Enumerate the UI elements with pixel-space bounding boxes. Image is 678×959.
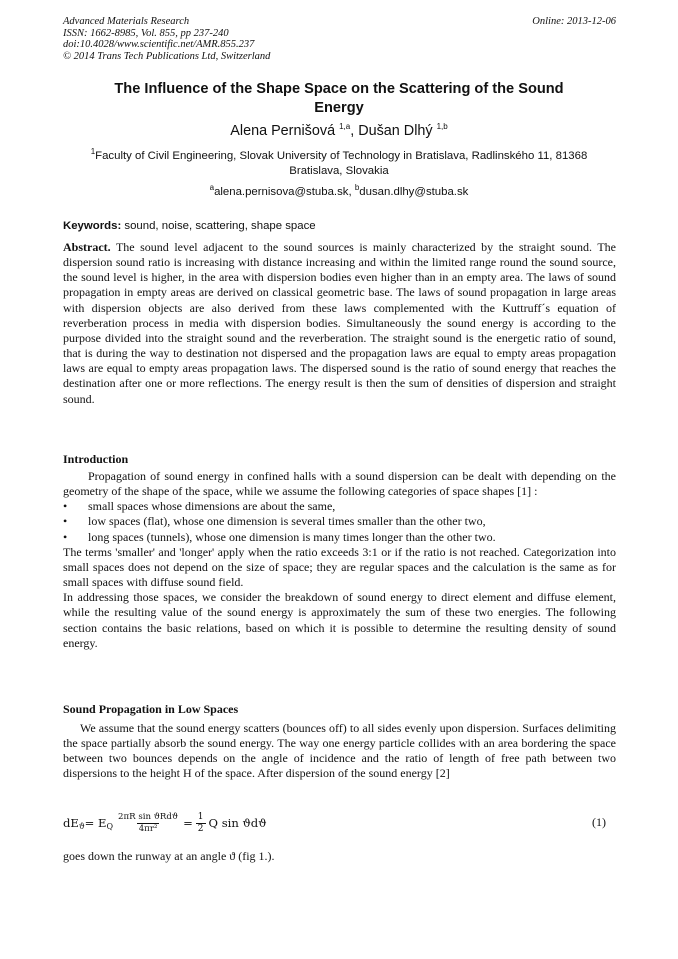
eq-equals-1: = E — [84, 816, 107, 830]
email-separator: , — [348, 186, 355, 198]
journal-copyright: © 2014 Trans Tech Publications Ltd, Switzerland — [63, 50, 271, 62]
title-line-1: The Influence of the Shape Space on the Scattering of the Sound — [114, 81, 564, 97]
space-shape-list — [63, 499, 616, 544]
abstract-label: Abstract. — [63, 240, 111, 254]
author-2: Dušan Dlhý — [358, 123, 433, 139]
author-emails — [60, 185, 618, 200]
author-list — [60, 122, 618, 140]
list-item: • low spaces (flat), whose one dimension is several times smaller than the other two, — [63, 514, 616, 529]
post-equation-text: goes down the runway at an angle ϑ (fig 1.). — [63, 849, 275, 863]
keywords — [63, 219, 616, 234]
eq-equals-2: = — [183, 816, 193, 830]
affiliation-sup: 1 — [90, 147, 96, 157]
author-1-sup: 1,a — [339, 122, 351, 132]
email-a[interactable]: alena.pernisova@stuba.sk — [214, 186, 349, 198]
eq-lhs-sub: ϑ — [78, 821, 85, 831]
eq-e-sub: Q — [106, 821, 114, 831]
affiliation-line-1: Faculty of Civil Engineering, Slovak University of Technology in Bratislava, Radlinského 11, 81368 — [95, 150, 588, 162]
journal-header — [63, 16, 616, 62]
email-b[interactable]: dusan.dlhy@stuba.sk — [359, 186, 469, 198]
intro-paragraph-2: The terms 'smaller' and 'longer' apply when the ratio exceeds 3:1 or if the ratio is not reached. Categorization into small spaces does not depend on the size of space; they are regular spaces and the calculation is the same as for small spaces with diffuse sound field. — [63, 544, 616, 590]
fraction-1-denominator: 4πr² — [138, 823, 158, 834]
affiliation-line-2: Bratislava, Slovakia — [289, 165, 389, 177]
section-heading-introduction: Introduction — [63, 452, 129, 466]
author-2-sup: 1,b — [436, 122, 448, 132]
low-spaces-body — [63, 721, 616, 782]
author-1: Alena Pernišová — [230, 123, 336, 139]
equation-number: (1) — [592, 815, 606, 829]
fraction-1-numerator: 2πR sin ϑRdϑ — [118, 811, 179, 822]
online-date: Online: 2013-12-06 — [532, 16, 616, 27]
title-line-2: Energy — [314, 100, 364, 116]
list-item: • small spaces whose dimensions are about the same, — [63, 499, 616, 514]
keywords-text: sound, noise, scattering, shape space — [121, 220, 316, 232]
low-spaces-paragraph-1: We assume that the sound energy scatters (bounces off) to all sides evenly upon dispersion. Surfaces delimiting the space partially absorb the sound energy. The way one energy particle collides with an area bordering the space between two bounces depends on the angle of incidence and the ratio of length of free path between two dispersions to the height H of the space. After dispersion of the sound energy [2] — [63, 721, 616, 781]
eq-fraction-1 — [116, 812, 180, 835]
paper-title — [60, 80, 618, 118]
journal-name: Advanced Materials Research — [63, 16, 190, 27]
introduction-body — [63, 469, 616, 651]
email-b-sup: b — [354, 183, 360, 193]
eq-tail: Q sin ϑdϑ — [208, 816, 267, 830]
fraction-2-denominator: 2 — [197, 823, 204, 834]
intro-paragraph-1: Propagation of sound energy in confined halls with a sound dispersion can be dealt with depending on the geometry of the shape of the space, while we assume the following categories of space shapes [1] : — [63, 469, 616, 499]
journal-doi: doi:10.4028/www.scientific.net/AMR.855.237 — [63, 39, 255, 51]
author-separator: , — [350, 123, 359, 139]
email-a-sup: a — [209, 183, 215, 193]
equation-body — [63, 806, 267, 840]
affiliation — [60, 149, 618, 179]
abstract — [63, 240, 616, 407]
journal-issn: ISSN: 1662-8985, Vol. 855, pp 237-240 — [63, 27, 229, 39]
list-item: • long spaces (tunnels), whose one dimension is many times longer than the other two. — [63, 530, 616, 545]
intro-paragraph-3: In addressing those spaces, we consider the breakdown of sound energy to direct element and diffuse element, while the resulting value of the sound energy is approximately the sum of these two energies. The following section contains the basic relations, based on which it is possible to determine the resulting density of sound energy. — [63, 590, 616, 650]
keywords-label: Keywords: — [63, 220, 122, 232]
fraction-2-numerator: 1 — [197, 811, 204, 822]
equation-1 — [63, 806, 616, 840]
eq-lhs: dE — [63, 816, 79, 830]
eq-fraction-2 — [196, 812, 206, 835]
abstract-text: The sound level adjacent to the sound sources is mainly characterized by the straight sound. The dispersion sound ratio is increasing with distance increasing and within the limited range round the sound source, the sound level is higher, in the area with dispersion bodies even higher than in an empty area. The laws of sound propagation in empty areas are derived on classical geometric base. The laws of sound propagation in large areas with dispersion objects are also derived from these laws complemented with the Kuttruff´s equation of reverberation process in media with dispersion bodies. Simultaneously the sound energy is according to the purpose divided into the straight sound and the reverberation. The straight sound is the energetic ratio of sound, that is during the way to destination not dispersed and the propagation laws are equal to empty areas propagation laws are equal to empty areas propagation laws. The dispersed sound is the ratio of sound energy that reaches the destination after one or more reflections. The energy result is then the sum of densities of dispersion and straight sound. — [63, 240, 616, 406]
section-heading-low-spaces: Sound Propagation in Low Spaces — [63, 702, 239, 716]
